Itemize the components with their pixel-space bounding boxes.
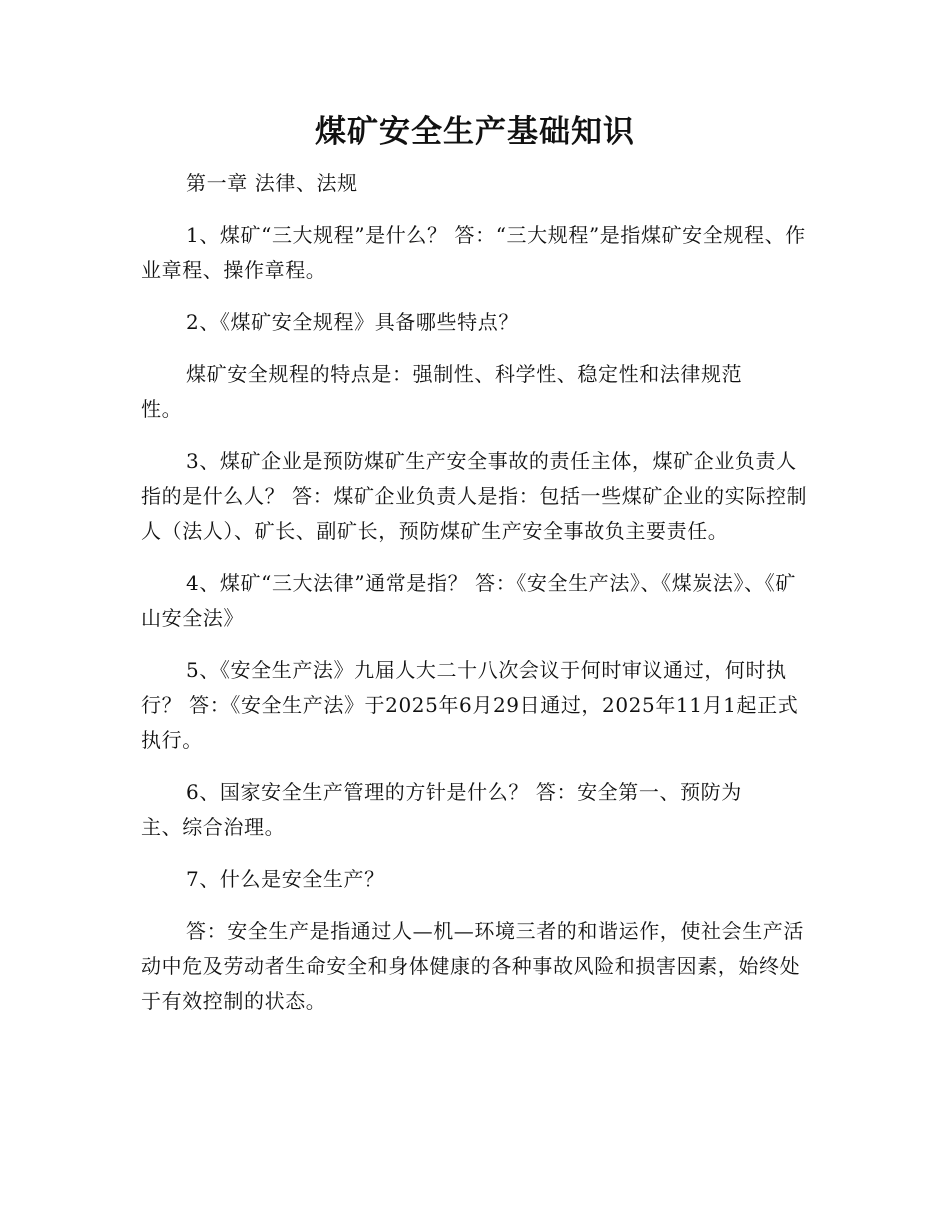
answer-2-paragraph: 煤矿安全规程的特点是：强制性、科学性、稳定性和法律规范性。 <box>141 362 743 421</box>
document-body <box>141 166 811 1036</box>
answer-7-paragraph: 答：安全生产是指通过人—机—环境三者的和谐运作，使社会生产活动中危及劳动者生命安全和身体健康的各种事故风险和损害因素，始终处于有效控制的状态。 <box>141 919 804 1013</box>
question-1-paragraph: 1、煤矿“三大规程”是什么？ 答：“三大规程”是指煤矿安全规程、作业章程、操作章程。 <box>141 223 806 282</box>
question-7-paragraph: 7、什么是安全生产？ <box>186 867 385 891</box>
question-3-paragraph: 3、煤矿企业是预防煤矿生产安全事故的责任主体，煤矿企业负责人指的是什么人？ 答：煤矿企业负责人是指：包括一些煤矿企业的实际控制人（法人）、矿长、副矿长，预防煤矿生产安全事故负主要责任。 <box>141 449 808 543</box>
question-4-paragraph: 4、煤矿“三大法律”通常是指？ 答：《安全生产法》、《煤炭法》、《矿山安全法》 <box>141 571 796 630</box>
chapter-heading: 第一章 法律、法规 <box>186 171 358 195</box>
question-2-paragraph: 2、《煤矿安全规程》具备哪些特点？ <box>186 310 519 334</box>
question-6-paragraph: 6、国家安全生产管理的方针是什么？ 答：安全第一、预防为主、综合治理。 <box>141 780 742 839</box>
document-title: 煤矿安全生产基础知识 <box>315 114 635 150</box>
question-5-paragraph: 5、《安全生产法》九届人大二十八次会议于何时审议通过，何时执行？ 答：《安全生产法》于2025年6月29日通过，2025年11月1起正式执行。 <box>141 658 799 752</box>
